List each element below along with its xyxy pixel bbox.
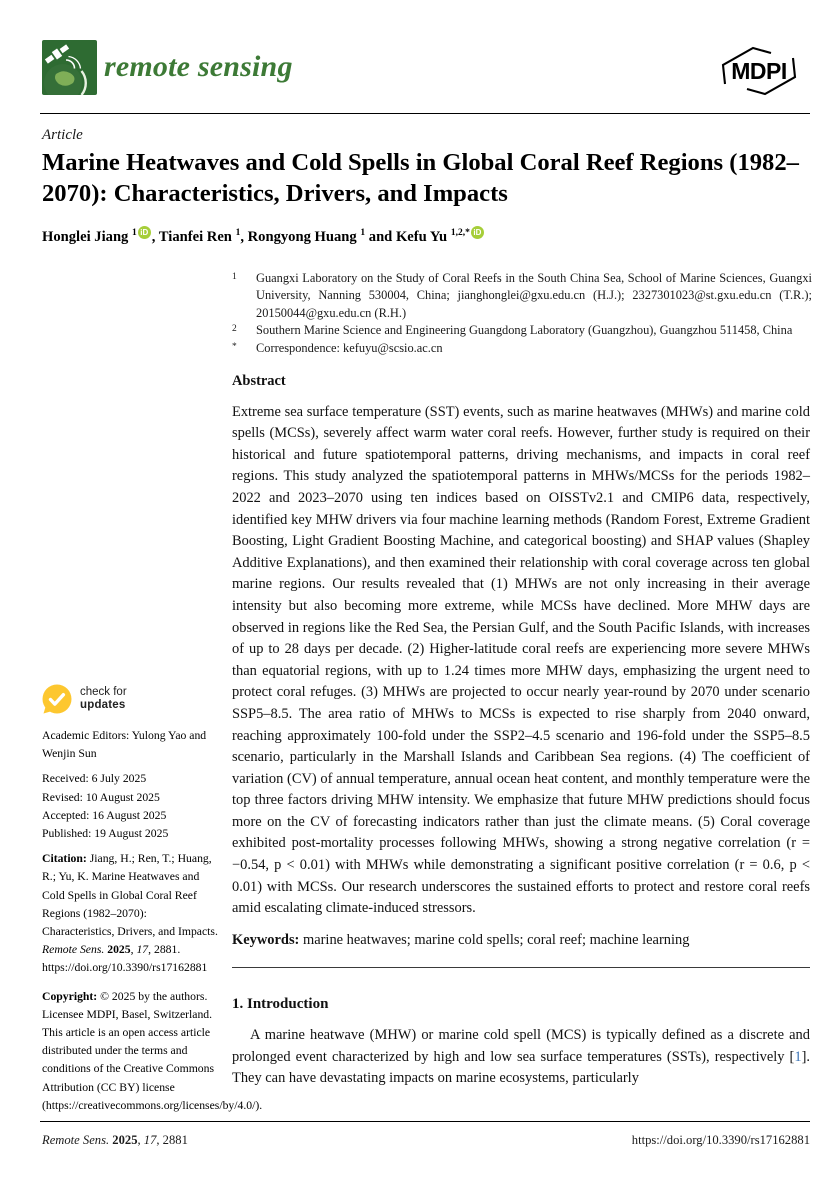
section-heading-introduction: 1. Introduction [232, 996, 329, 1013]
keywords-label: Keywords: [232, 931, 300, 948]
footer-journal-citation [42, 1133, 188, 1148]
affiliation-marker: 2 [232, 324, 237, 335]
author-name: Honglei Jiang [42, 228, 129, 245]
copyright-block [42, 988, 263, 1115]
copyright-label: Copyright: [42, 989, 98, 1003]
author-name: , Tianfei Ren [151, 228, 232, 245]
citation-volume: 17 [136, 943, 149, 957]
intro-text: A marine heatwave (MHW) or marine cold spell (MCS) is typically defined as a discrete and prolonged event characterized by high and low sea surface temperatures (SSTs), respectively [ [232, 1027, 810, 1065]
orcid-icon[interactable]: iD [471, 226, 484, 239]
main-column [232, 371, 810, 1090]
academic-editors: Academic Editors: Yulong Yao and Wenjin Sun [42, 729, 207, 761]
footer-divider [40, 1121, 810, 1122]
citation-doi[interactable]: , 2881. https://doi.org/10.3390/rs17162881 [42, 943, 208, 975]
header-divider [40, 113, 810, 114]
footer-doi-link[interactable]: https://doi.org/10.3390/rs17162881 [631, 1133, 810, 1147]
author-affil-sup: 1 [235, 228, 241, 238]
affiliation-text: Southern Marine Science and Engineering Guangdong Laboratory (Guangzhou), Guangzhou 511458, China [256, 323, 793, 338]
author-line [42, 226, 814, 246]
citation-block [42, 850, 219, 977]
copyright-text: © 2025 by the authors. Licensee MDPI, Basel, Switzerland. This article is an open access article distributed under the terms and conditions of the Creative Commons Attribution (CC BY) license (https://creativecommons.org/licenses/by/4.0/). [42, 989, 263, 1112]
author-affil-sup: 1,2,* [450, 228, 470, 238]
article-dates [42, 770, 219, 843]
footer-volume: 17 [143, 1133, 157, 1147]
abstract-divider [232, 967, 810, 968]
orcid-icon[interactable]: iD [138, 226, 151, 239]
author-name: , Rongyong Huang [240, 228, 357, 245]
keywords-text: marine heatwaves; marine cold spells; coral reef; machine learning [299, 931, 690, 948]
footer-journal: Remote Sens. [42, 1133, 113, 1147]
citation-label: Citation: [42, 852, 87, 866]
author-name: and Kefu Yu [365, 228, 448, 245]
accepted-date: Accepted: 16 August 2025 [42, 808, 167, 822]
correspondence-text: Correspondence: kefuyu@scsio.ac.cn [256, 340, 443, 355]
crossmark-check-icon [42, 684, 72, 714]
check-for-updates-badge[interactable] [42, 684, 219, 714]
mdpi-logo [718, 42, 800, 105]
affiliations-block [232, 270, 812, 357]
mdpi-logo-text: MDPI [731, 58, 787, 84]
sidebar-metadata [42, 684, 263, 1115]
remote-sensing-logo-icon [42, 40, 97, 95]
footer-pages: , 2881 [156, 1133, 188, 1147]
citation-year: 2025 [107, 943, 131, 957]
affiliation-row [232, 340, 812, 357]
affiliation-marker: * [232, 341, 237, 352]
abstract-heading: Abstract [232, 373, 286, 389]
revised-date: Revised: 10 August 2025 [42, 790, 160, 804]
journal-name: remote sensing [104, 50, 293, 83]
received-date: Received: 6 July 2025 [42, 772, 147, 786]
affiliation-marker: 1 [232, 272, 237, 282]
author-affil-sup: 1 [132, 228, 137, 238]
affiliation-row [232, 322, 812, 339]
intro-text: ]. They can have devastating impacts on marine ecosystems, particularly [232, 1048, 810, 1087]
author-affil-sup: 1 [360, 228, 366, 238]
citation-sep: , [130, 943, 137, 957]
affiliation-row [232, 270, 812, 322]
abstract-body: Extreme sea surface temperature (SST) events, such as marine heatwaves (MHWs) and marine cold spells (MCSs), severely affect warm water coral reefs. However, further study is required on their historical and future spatiotemporal patterns, driving mechanisms, and impacts in coral reef regions. This study analyzed the spatiotemporal patterns in MHWs/MCSs for the periods 1982–2022 and 2023–2070 using ten indices based on OISSTv2.1 and CMIP6 data, respectively, identified key MHW drivers via four machine learning methods (Random Forest, Extreme Gradient Boosting, Light Gradient Boosting Machine, and categorical boosting) and SHAP values (Shapley Additive Explanations), and then examined their relationship with coral coverage across ten global marine regions. Our results revealed that (1) MHWs are not only increasing in their average intensity but also becoming more extreme, while MCSs have declined. More MHW days are observed in regions like the Red Sea, the Persian Gulf, and the South Pacific Islands, with increases of up to 28 days per decade. (2) Higher-latitude coral reefs are experiencing more severe MHWs than equatorial regions, with up to 1.24 times more MHW days, emphasizing the urgent need to protect coral refuges. (3) MHWs are projected to occur nearly year-round by 2070 under scenario SSP5–8.5. The area ratio of MHWs to MCSs is expected to rise sharply from 2040 onward, reaching approximately 100-fold under the SSP2–4.5 scenario and 196-fold under the SSP5–8.5 scenario, particularly in the Marshall Islands and Caribbean Sea regions. (4) The coefficient of variation (CV) of annual temperature, annual ocean heat content, and monthly temperature were the top three factors driving MHW intensity. We emphasize that future MHW predictions should focus more on the CV of forecasting indicators rather than just the climate means. (5) Coral coverage exhibited post-mortality processes following MHWs, showing a strong negative correlation (r = −0.54, p < 0.01) with MHWs while demonstrating a significant positive correlation (r = 0.6, p < 0.01) with MCSs. Our research underscores the sustained efforts to protect and restore coral reefs amid escalating climate-induced stressors. [232, 403, 810, 917]
citation-journal: Remote Sens. [42, 943, 108, 957]
introduction-paragraph [232, 1025, 810, 1090]
reference-citation-link[interactable]: 1 [794, 1048, 802, 1065]
badge-line1: check for [80, 686, 127, 698]
affiliation-text: Guangxi Laboratory on the Study of Coral Reefs in the South China Sea, School of Marine Sciences, Guangxi University, Nanning 530004, China; jianghonglei@gxu.edu.cn (H.J.); 2327301023@st.gxu.edu.cn (T.R.); 20150044@gxu.edu.cn (R.H.) [256, 271, 812, 320]
footer-year: 2025 [112, 1133, 138, 1147]
badge-line2: updates [80, 699, 126, 711]
citation-text: Jiang, H.; Ren, T.; Huang, R.; Yu, K. Marine Heatwaves and Cold Spells in Global Coral Reef Regions (1982–2070): Characteristics, Drivers, and Impacts. [42, 852, 218, 939]
published-date: Published: 19 August 2025 [42, 827, 169, 841]
page-title: Marine Heatwaves and Cold Spells in Global Coral Reef Regions (1982–2070): Characteristics, Drivers, and Impacts [42, 149, 799, 208]
article-type-label: Article [42, 127, 83, 143]
keywords-line [232, 930, 810, 952]
badge-text [80, 686, 127, 712]
footer-sep: , [137, 1133, 144, 1147]
